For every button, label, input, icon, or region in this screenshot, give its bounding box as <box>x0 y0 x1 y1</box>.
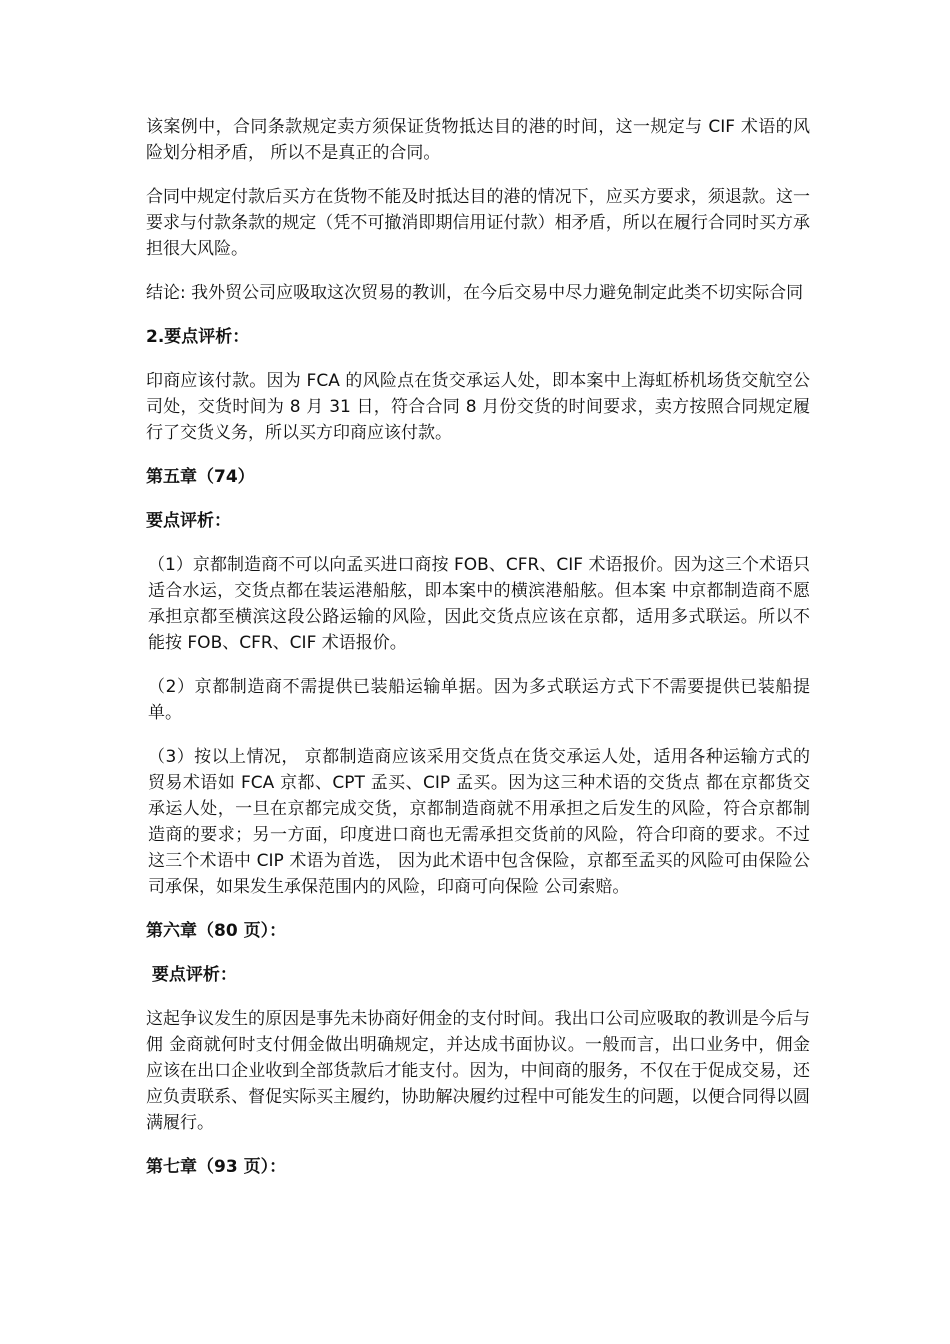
heading-key-analysis-ch6: 要点评析： <box>146 965 237 985</box>
paragraph-point-2: （2）京都制造商不需提供已装船运输单据。因为多式联运方式下不需要提供已装船提单。 <box>148 677 810 723</box>
paragraph-commission-dispute: 这起争议发生的原因是事先未协商好佣金的支付时间。我出口公司应吸取的教训是今后与佣 金商就何时支付佣金做出明确规定，并达成书面协议。一般而言，出口业务中，佣金应该在出口企业收到全部货款后才能支付。因为，中间商的服务，不仅在于促成交易，还应负责联系、督促实际买主履约，协助解决履约过程中可能发生的问题，以便合同得以圆满履行。 <box>146 1009 810 1133</box>
heading-section-2: 2.要点评析： <box>146 327 250 347</box>
heading-key-analysis-ch5: 要点评析： <box>146 511 231 531</box>
heading-chapter-6: 第六章（80 页）： <box>146 921 287 941</box>
paragraph-conclusion: 结论: 我外贸公司应吸取这次贸易的教训，在今后交易中尽力避免制定此类不切实际合同 <box>146 283 804 303</box>
document-body <box>146 114 810 1198</box>
paragraph-cif-contract: 该案例中，合同条款规定卖方须保证货物抵达目的港的时间，这一规定与 CIF 术语的风险划分相矛盾， 所以不是真正的合同。 <box>146 117 810 163</box>
paragraph-refund-clause: 合同中规定付款后买方在货物不能及时抵达目的港的情况下，应买方要求，须退款。这一要求与付款条款的规定（凭不可撤消即期信用证付款）相矛盾，所以在履行合同时买方承担很大风险。 <box>146 187 810 259</box>
paragraph-point-1: （1）京都制造商不可以向孟买进口商按 FOB、CFR、CIF 术语报价。因为这三个术语只适合水运，交货点都在装运港船舷，即本案中的横滨港船舷。但本案 中京都制造商不愿承担京都至横滨这段公路运输的风险，因此交货点应该在京都，适用多式联运。所以不能按 FOB、CFR、CIF 术语报价。 <box>148 555 810 653</box>
heading-chapter-7: 第七章（93 页）： <box>146 1157 287 1177</box>
paragraph-point-3: （3）按以上情况， 京都制造商应该采用交货点在货交承运人处，适用各种运输方式的贸易术语如 FCA 京都、CPT 孟买、CIP 孟买。因为这三种术语的交货点 都在京都货交承运人处，一旦在京都完成交货，京都制造商就不用承担之后发生的风险，符合京都制造商的要求；另一方面，印度进口商也无需承担交货前的风险，符合印商的要求。不过这三个术语中 CIP 术语为首选， 因为此术语中包含保险，京都至孟买的风险可由保险公司承保，如果发生承保范围内的风险，印商可向保险 公司索赔。 <box>148 747 810 897</box>
heading-chapter-5: 第五章（74） <box>146 467 255 487</box>
paragraph-fca-analysis: 印商应该付款。因为 FCA 的风险点在货交承运人处，即本案中上海虹桥机场货交航空公司处，交货时间为 8 月 31 日，符合合同 8 月份交货的时间要求，卖方按照合同规定履行了交货义务，所以买方印商应该付款。 <box>146 371 810 443</box>
